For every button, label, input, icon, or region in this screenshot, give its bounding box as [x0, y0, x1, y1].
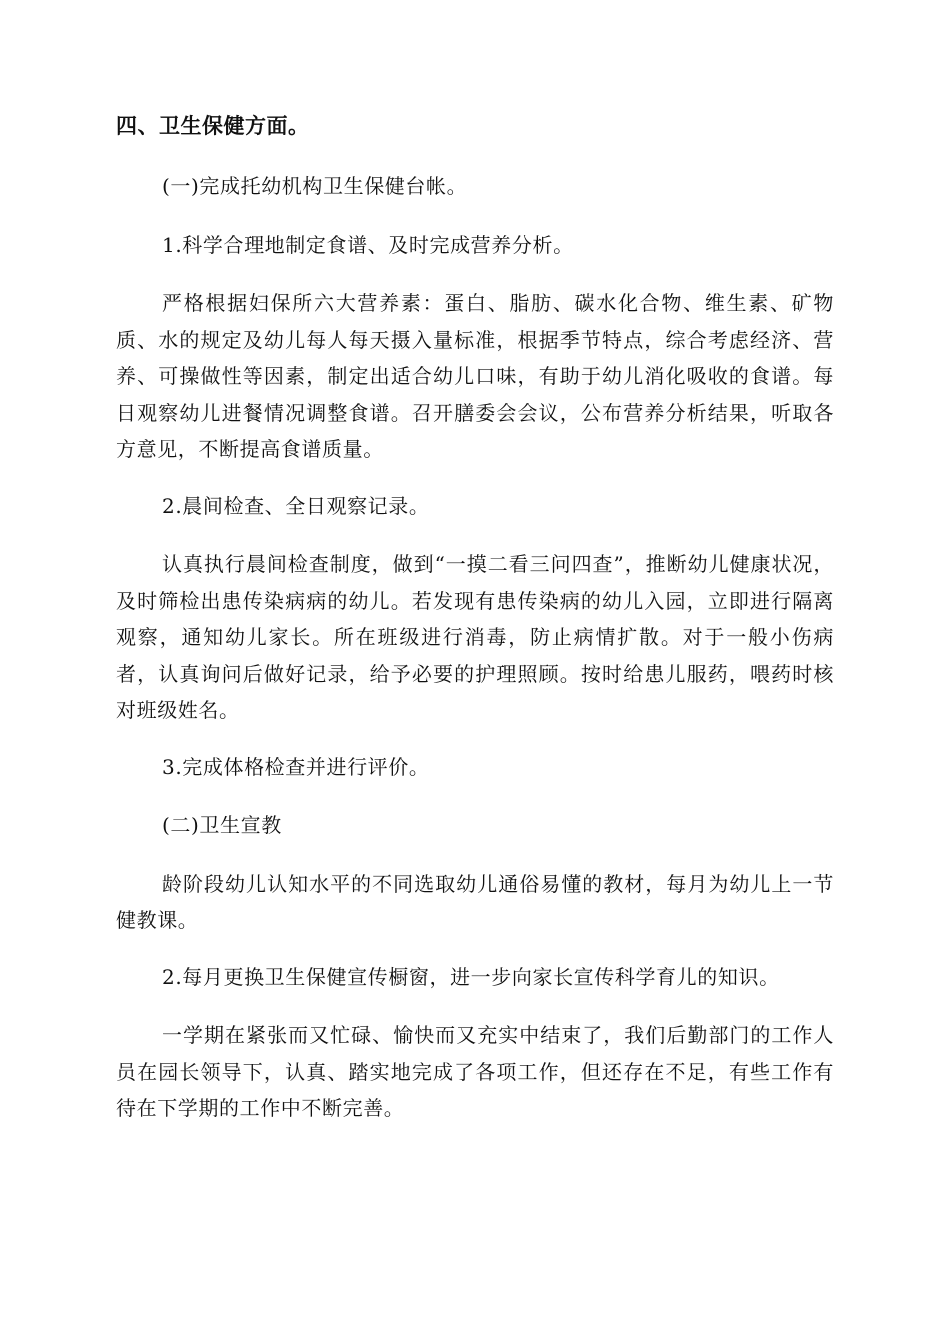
item-title: 2.每月更换卫生保健宣传橱窗，进一步向家长宣传科学育儿的知识。 — [162, 964, 780, 989]
body-paragraph: 认真执行晨间检查制度，做到“一摸二看三问四查”，推断幼儿健康状况，及时筛检出患传染病病的幼儿。若发现有患传染病的幼儿入园，立即进行隔离观察，通知幼儿家长。所在班级进行消毒，防止病情扩散。对于一般小伤病者，认真询问后做好记录，给予必要的护理照顾。按时给患儿服药，喂药时核对班级姓名。 — [116, 552, 834, 722]
body-paragraph: 严格根据妇保所六大营养素：蛋白、脂肪、碳水化合物、维生素、矿物质、水的规定及幼儿每人每天摄入量标准，根据季节特点，综合考虑经济、营养、可操做性等因素，制定出适合幼儿口味，有助于幼儿消化吸收的食谱。每日观察幼儿进餐情况调整食谱。召开膳委会会议，公布营养分析结果，听取各方意见，不断提高食谱质量。 — [116, 291, 834, 461]
section-heading: 四、卫生保健方面。 — [116, 114, 310, 138]
item-title: 2.晨间检查、全日观察记录。 — [162, 493, 430, 518]
body-paragraph: 龄阶段幼儿认知水平的不同选取幼儿通俗易懂的教材，每月为幼儿上一节健教课。 — [116, 871, 834, 932]
subsection-title: (一)完成托幼机构卫生保健台帐。 — [162, 174, 468, 198]
item-title: 3.完成体格检查并进行评价。 — [162, 754, 430, 779]
document-body — [116, 110, 834, 1147]
subsection-title: (二)卫生宣教 — [162, 813, 282, 837]
item-title: 1.科学合理地制定食谱、及时完成营养分析。 — [162, 232, 574, 257]
body-paragraph: 一学期在紧张而又忙碌、愉快而又充实中结束了，我们后勤部门的工作人员在园长领导下，认真、踏实地完成了各项工作，但还存在不足，有些工作有待在下学期的工作中不断完善。 — [116, 1023, 834, 1120]
